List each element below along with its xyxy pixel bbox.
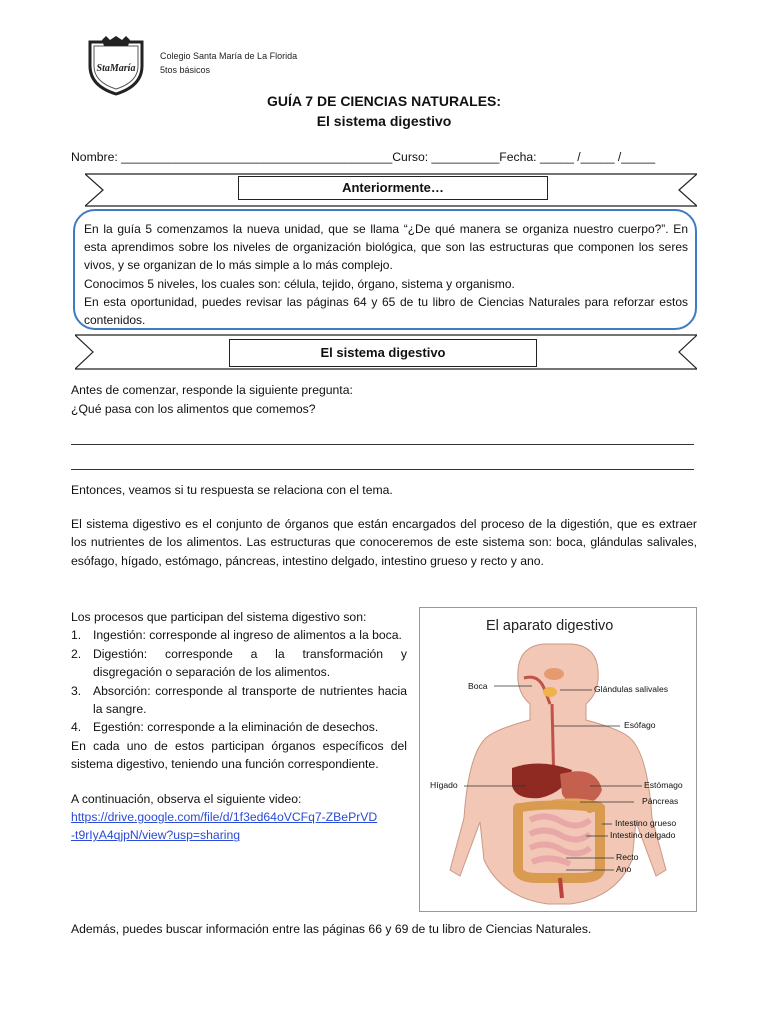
school-name: Colegio Santa María de La Florida bbox=[160, 51, 298, 61]
process-number: 4. bbox=[71, 720, 82, 735]
banner-topic: El sistema digestivo bbox=[229, 339, 537, 367]
footer-note: Además, puedes buscar información entre las páginas 66 y 69 de tu libro de Ciencias Naturales. bbox=[71, 922, 592, 936]
label-delgado: Intestino delgado bbox=[610, 830, 676, 840]
processes-section bbox=[71, 608, 407, 845]
transition-text: Entonces, veamos si tu respuesta se relaciona con el tema. bbox=[71, 483, 393, 497]
page-subtitle: El sistema digestivo bbox=[316, 113, 452, 129]
label-grueso: Intestino grueso bbox=[615, 818, 677, 828]
body-illustration bbox=[420, 608, 696, 911]
intro-paragraph-2: Conocimos 5 niveles, los cuales son: célula, tejido, órgano, sistema y organismo. bbox=[84, 276, 515, 291]
label-boca: Boca bbox=[468, 681, 488, 691]
question-text: ¿Qué pasa con los alimentos que comemos? bbox=[71, 402, 316, 416]
label-estomago: Estómago bbox=[644, 780, 683, 790]
intro-paragraph-3: En esta oportunidad, puedes revisar las páginas 64 y 65 de tu libro de Ciencias Naturales para reforzar estos contenidos. bbox=[84, 294, 688, 328]
label-esofago: Esófago bbox=[624, 720, 656, 730]
school-logo bbox=[84, 36, 148, 96]
page-title: GUÍA 7 DE CIENCIAS NATURALES: bbox=[266, 93, 502, 109]
process-item bbox=[71, 645, 407, 682]
answer-line-2[interactable] bbox=[71, 469, 694, 470]
question-intro: Antes de comenzar, responde la siguiente pregunta: bbox=[71, 383, 353, 397]
label-recto: Recto bbox=[616, 852, 639, 862]
answer-line-1[interactable] bbox=[71, 444, 694, 445]
video-instruction: A continuación, observa el siguiente video: bbox=[71, 791, 302, 806]
label-pancreas: Páncreas bbox=[642, 796, 679, 806]
process-text: Digestión: corresponde a la transformación y disgregación o separación de los alimentos. bbox=[93, 646, 407, 680]
digestive-system-figure bbox=[419, 607, 697, 912]
figure-title: El aparato digestivo bbox=[486, 618, 614, 634]
processes-closing: En cada uno de estos participan órganos específicos del sistema digestivo, teniendo una función correspondiente. bbox=[71, 738, 407, 772]
process-number: 2. bbox=[71, 646, 82, 661]
intro-text bbox=[84, 220, 688, 329]
banner-previous: Anteriormente… bbox=[238, 176, 548, 200]
process-text: Egestión: corresponde a la eliminación de desechos. bbox=[93, 720, 379, 735]
process-text: Absorción: corresponde al transporte de nutrientes hacia la sangre. bbox=[93, 683, 407, 717]
definition-paragraph: El sistema digestivo es el conjunto de órganos que están encargados del proceso de la digestión, que es extraer los nutrientes de los alimentos. Las estructuras que conoceremos de este sistema son: boca, glándulas salivales, esófago, hígado, estómago, páncreas, intestino delgado, intestino grueso y recto y ano. bbox=[71, 517, 697, 568]
label-ano: Ano bbox=[616, 864, 632, 874]
label-glandulas: Glándulas salivales bbox=[594, 684, 669, 694]
intro-paragraph-1: En la guía 5 comenzamos la nueva unidad, que se llama “¿De qué manera se organiza nuestro cuerpo?”. En esta aprendimos sobre los niveles de organización biológica, que son las estructuras que componen los seres vivos, y se organizan de lo más simple a lo más complejo. bbox=[84, 222, 688, 273]
process-item bbox=[71, 682, 407, 719]
label-higado: Hígado bbox=[430, 780, 458, 790]
process-number: 1. bbox=[71, 628, 82, 643]
processes-intro: Los procesos que participan del sistema digestivo son: bbox=[71, 610, 367, 624]
process-item bbox=[71, 626, 407, 644]
video-link[interactable]: https://drive.google.com/file/d/1f3ed64oVCFq7-ZBePrVD-t9rIyA4qjpN/view?usp=sharing bbox=[71, 810, 378, 843]
process-number: 3. bbox=[71, 683, 82, 698]
process-item bbox=[71, 718, 407, 736]
student-info-line: Nombre: ________________________________________Curso: __________Fecha: _____ /_____ /_____ bbox=[71, 150, 656, 164]
school-grade: 5tos básicos bbox=[160, 65, 211, 75]
process-text: Ingestión: corresponde al ingreso de alimentos a la boca. bbox=[93, 628, 402, 643]
logo-lettering: StaMaría bbox=[96, 63, 136, 74]
